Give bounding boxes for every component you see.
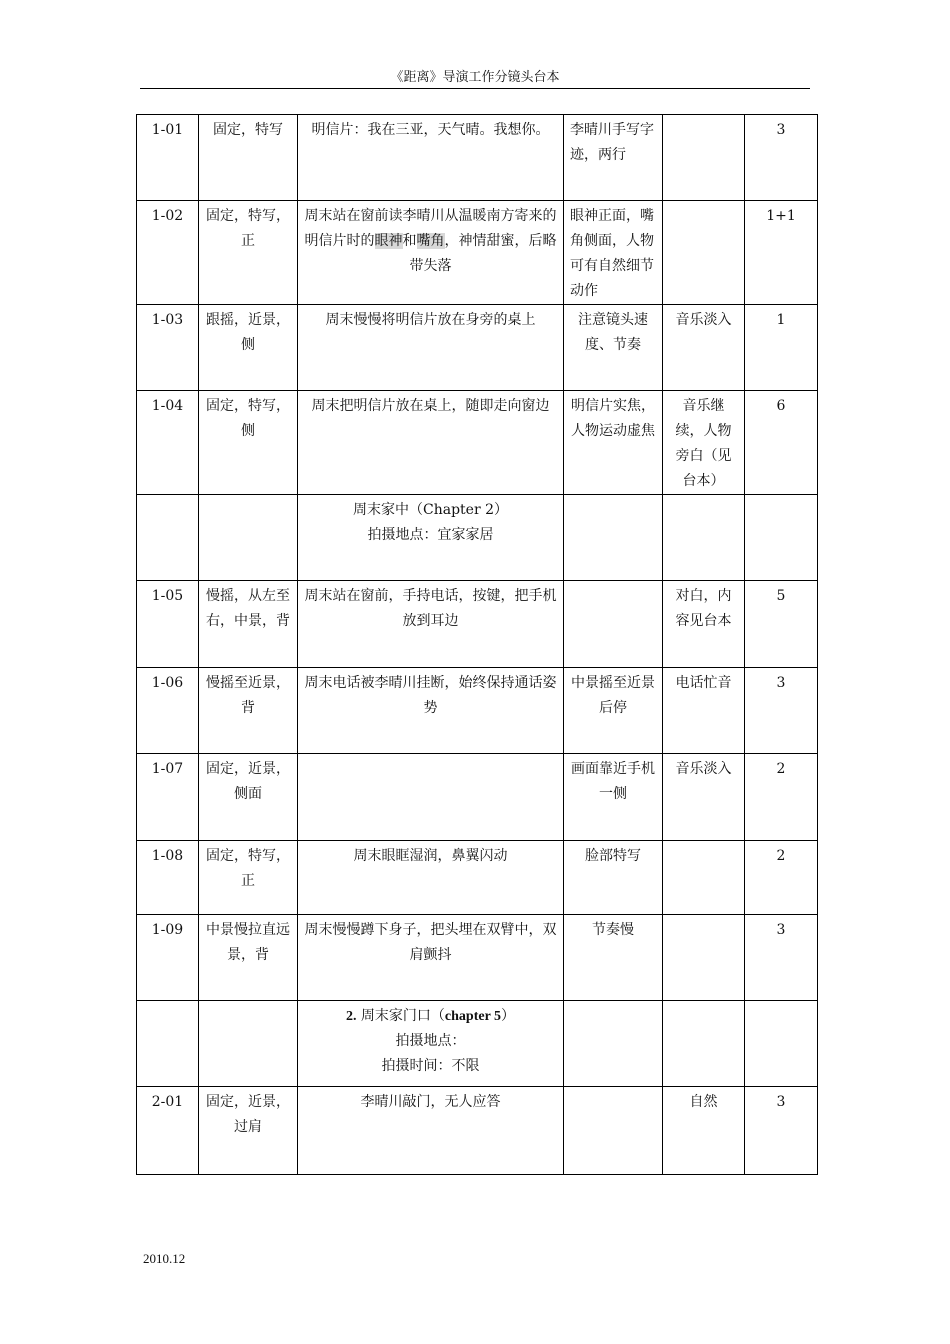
camera-move: 慢摇，从左至右，中景，背 (199, 581, 298, 668)
section-heading-row (137, 1001, 818, 1087)
camera-move: 固定，特写，正 (199, 841, 298, 915)
scene-heading (298, 495, 564, 581)
content-text: 周末站在窗前读李晴川从温暖南方寄来的明信片时的 (304, 208, 557, 249)
highlighted-text: 嘴角 (416, 233, 445, 249)
scene-location: 拍摄地点：宜家家居 (367, 527, 494, 543)
shot-note (564, 581, 663, 668)
camera-move: 慢摇至近景，背 (199, 668, 298, 754)
camera-move: 固定，特写，正 (199, 201, 298, 305)
table-row (137, 581, 818, 668)
shot-duration: 1 (745, 305, 818, 391)
shot-note: 注意镜头速度、节奏 (564, 305, 663, 391)
shot-sound: 对白，内容见台本 (663, 581, 745, 668)
camera-move: 中景慢拉直远景，背 (199, 915, 298, 1001)
content-text: 和 (402, 233, 417, 249)
shot-duration: 2 (745, 841, 818, 915)
shot-sound: 电话忙音 (663, 668, 745, 754)
table-row (137, 668, 818, 754)
shot-note (564, 1087, 663, 1175)
section-location: 拍摄地点： (395, 1033, 466, 1049)
section-time: 拍摄时间：不限 (381, 1058, 480, 1074)
camera-move: 跟摇，近景，侧 (199, 305, 298, 391)
shot-note: 中景摇至近景后停 (564, 668, 663, 754)
shot-sound: 音乐继续，人物旁白（见台本） (663, 391, 745, 495)
shot-note: 明信片实焦，人物运动虚焦 (564, 391, 663, 495)
shot-duration: 3 (745, 915, 818, 1001)
shot-content: 周末站在窗前，手持电话，按键，把手机放到耳边 (298, 581, 564, 668)
shot-content: 周末慢慢将明信片放在身旁的桌上 (298, 305, 564, 391)
shot-id: 1-07 (137, 754, 199, 841)
shot-note: 李晴川手写字迹，两行 (564, 115, 663, 201)
table-row (137, 754, 818, 841)
content-text: ，神情甜蜜，后略带失落 (409, 233, 557, 274)
shot-sound (663, 915, 745, 1001)
shot-content: 周末把明信片放在桌上，随即走向窗边 (298, 391, 564, 495)
shot-duration: 3 (745, 668, 818, 754)
shot-note: 画面靠近手机一侧 (564, 754, 663, 841)
shot-id: 1-04 (137, 391, 199, 495)
shot-sound (663, 115, 745, 201)
table-row (137, 841, 818, 915)
shot-content (298, 201, 564, 305)
document-header-title: 《距离》导演工作分镜头台本 (390, 70, 560, 85)
table-row (137, 1087, 818, 1175)
table-row (137, 115, 818, 201)
camera-move: 固定，特写，侧 (199, 391, 298, 495)
shot-duration: 5 (745, 581, 818, 668)
shot-note: 眼神正面，嘴角侧面，人物可有自然细节动作 (564, 201, 663, 305)
shot-duration: 2 (745, 754, 818, 841)
footer-date: 2010.12 (143, 1251, 186, 1266)
section-title: 2. 周末家门口（chapter 5） (345, 1008, 516, 1024)
shot-sound: 自然 (663, 1087, 745, 1175)
shot-sound: 音乐淡入 (663, 754, 745, 841)
shot-content: 李晴川敲门，无人应答 (298, 1087, 564, 1175)
header-divider (140, 88, 810, 89)
shot-id: 1-05 (137, 581, 199, 668)
shot-id: 1-06 (137, 668, 199, 754)
shot-id: 2-01 (137, 1087, 199, 1175)
shot-duration: 1+1 (745, 201, 818, 305)
camera-move: 固定，近景，侧面 (199, 754, 298, 841)
shot-id: 1-02 (137, 201, 199, 305)
shot-script-table (136, 114, 818, 1175)
table-row (137, 915, 818, 1001)
shot-sound: 音乐淡入 (663, 305, 745, 391)
scene-title: 周末家中（Chapter 2） (353, 502, 508, 518)
shot-content: 明信片：我在三亚，天气晴。我想你。 (298, 115, 564, 201)
shot-content (298, 754, 564, 841)
highlighted-text: 眼神 (374, 233, 403, 249)
shot-content: 周末眼眶湿润，鼻翼闪动 (298, 841, 564, 915)
shot-sound (663, 841, 745, 915)
shot-note: 节奏慢 (564, 915, 663, 1001)
shot-duration: 3 (745, 115, 818, 201)
shot-id: 1-08 (137, 841, 199, 915)
section-heading (298, 1001, 564, 1087)
shot-id: 1-09 (137, 915, 199, 1001)
shot-id: 1-03 (137, 305, 199, 391)
shot-sound (663, 201, 745, 305)
camera-move: 固定，特写 (199, 115, 298, 201)
table-row (137, 201, 818, 305)
shot-id: 1-01 (137, 115, 199, 201)
shot-duration: 6 (745, 391, 818, 495)
table-row (137, 391, 818, 495)
shot-duration: 3 (745, 1087, 818, 1175)
shot-content: 周末慢慢蹲下身子，把头埋在双臂中，双肩颤抖 (298, 915, 564, 1001)
table-row (137, 305, 818, 391)
shot-note: 脸部特写 (564, 841, 663, 915)
camera-move: 固定，近景，过肩 (199, 1087, 298, 1175)
shot-content: 周末电话被李晴川挂断，始终保持通话姿势 (298, 668, 564, 754)
scene-heading-row (137, 495, 818, 581)
